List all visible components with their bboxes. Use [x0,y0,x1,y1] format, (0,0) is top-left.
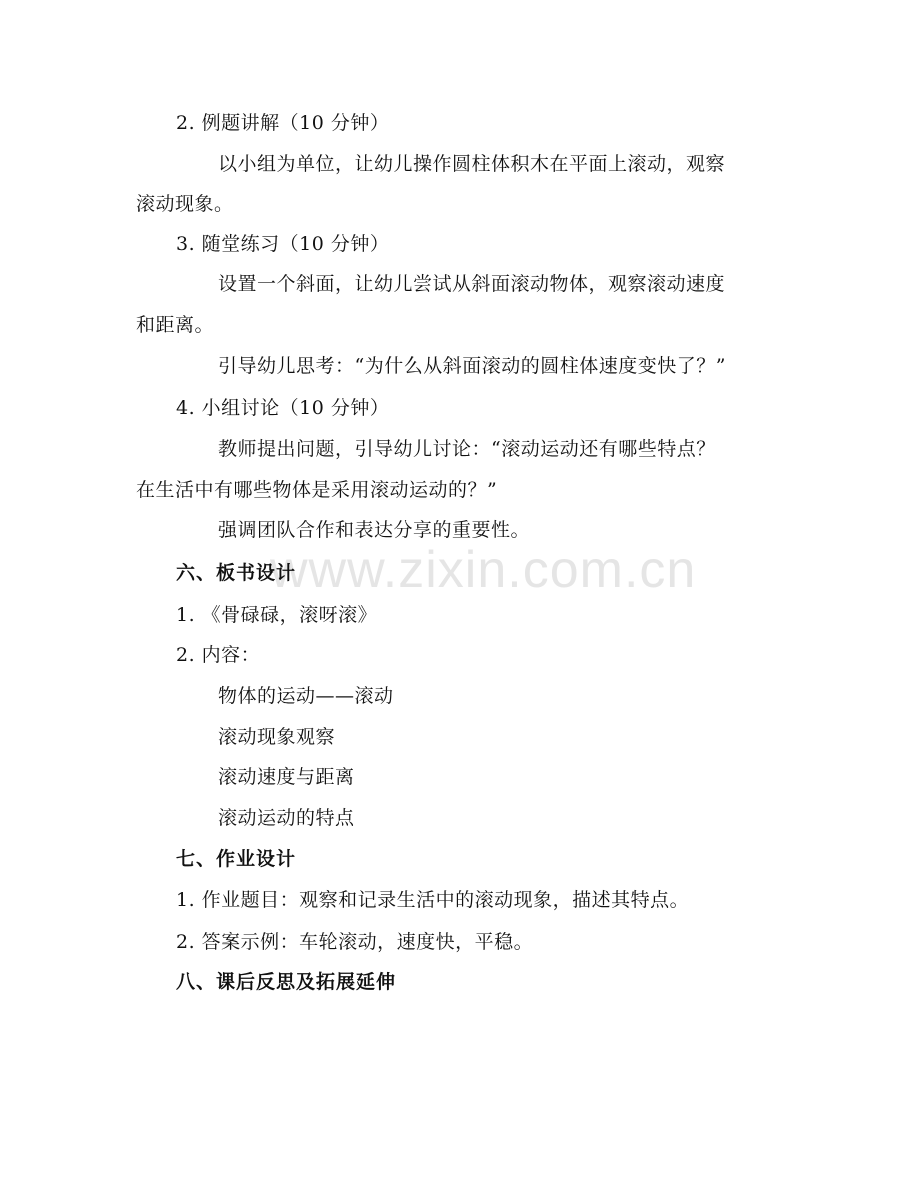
section-heading-8: 八、课后反思及拓展延伸 [176,971,397,993]
board-item: 物体的运动——滚动 [218,685,394,707]
paragraph-line: 以小组为单位，让幼儿操作圆柱体积木在平面上滚动，观察 [218,153,726,175]
list-item: 2. 答案示例：车轮滚动，速度快，平稳。 [176,931,534,953]
list-item: 1. 《骨碌碌，滚呀滚》 [176,604,378,626]
list-item: 1. 作业题目：观察和记录生活中的滚动现象，描述其特点。 [176,889,690,911]
paragraph-line: 在生活中有哪些物体是采用滚动运动的？” [136,479,498,501]
paragraph-line: 强调团队合作和表达分享的重要性。 [218,519,531,541]
paragraph-line: 引导幼儿思考：“为什么从斜面滚动的圆柱体速度变快了？” [218,355,726,377]
board-item: 滚动速度与距离 [218,766,355,788]
step-4-heading: 4. 小组讨论（10 分钟） [176,397,390,419]
watermark: www.zixin.com.cn [270,541,697,599]
list-item: 2. 内容： [176,644,261,666]
paragraph-line: 设置一个斜面，让幼儿尝试从斜面滚动物体，观察滚动速度 [218,273,726,295]
section-heading-7: 七、作业设计 [176,848,297,870]
paragraph-line: 滚动现象。 [136,193,234,215]
paragraph-line: 教师提出问题，引导幼儿讨论：“滚动运动还有哪些特点？ [218,438,716,460]
step-2-heading: 2. 例题讲解（10 分钟） [176,112,390,134]
board-item: 滚动运动的特点 [218,807,355,829]
step-3-heading: 3. 随堂练习（10 分钟） [176,233,390,255]
board-item: 滚动现象观察 [218,726,336,748]
section-heading-6: 六、板书设计 [176,562,297,584]
paragraph-line: 和距离。 [136,314,215,336]
